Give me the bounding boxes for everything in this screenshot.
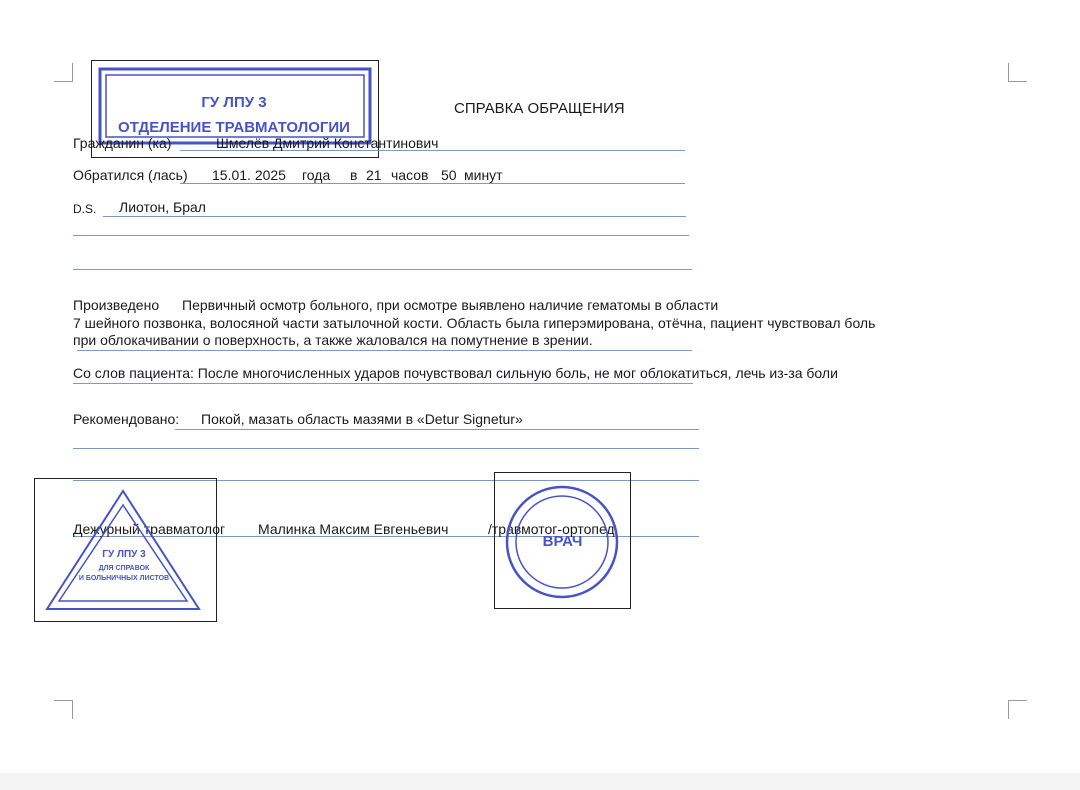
- patient-words: Со слов пациента: После многочисленных ударов почувствовал сильную боль, не мог облокатиться, лечь из-за боли: [73, 365, 838, 381]
- recommended-value: Покой, мазать область мазями в «Detur Signetur»: [201, 411, 523, 427]
- page-corner-bottom-left: [54, 700, 73, 719]
- recommended-label: Рекомендовано:: [73, 411, 180, 427]
- citizen-name: Шмелёв Дмитрий Константинович: [216, 135, 439, 151]
- document-title: СПРАВКА ОБРАЩЕНИЯ: [454, 100, 625, 117]
- ds-label: D.S.: [73, 202, 97, 216]
- visit-label: Обратился (лась): [73, 167, 188, 183]
- rect-stamp-line2: ОТДЕЛЕНИЕ ТРАВМАТОЛОГИИ: [118, 119, 350, 136]
- visit-hour: 21: [366, 167, 382, 183]
- viewer-bottom-strip: [0, 773, 1080, 790]
- signature-label: Дежурный травматолог: [73, 521, 226, 537]
- page-corner-top-left: [54, 63, 73, 82]
- page-corner-bottom-right: [1008, 700, 1027, 719]
- triangle-stamp-line3: И БОЛЬНИЧНЫХ ЛИСТОВ: [78, 575, 170, 582]
- performed-line2: 7 шейного позвонка, волосяной части затылочной кости. Область была гиперэмирована, отёчна, пациент чувствовал боль: [73, 315, 876, 331]
- signature-name: Малинка Максим Евгеньевич: [258, 521, 449, 537]
- ds-underline: [103, 216, 686, 217]
- page-corner-top-right: [1008, 63, 1027, 82]
- performed-line3: при облокачивании о поверхность, а также жаловался на помутнение в зрении.: [73, 332, 593, 348]
- signature-position: /травмотог-ортопед: [488, 521, 615, 537]
- blank-line-2: [73, 269, 692, 270]
- performed-underline: [77, 350, 692, 351]
- citizen-label: Гражданин (ка): [73, 135, 172, 151]
- rect-stamp-line1: ГУ ЛПУ 3: [201, 94, 267, 111]
- performed-label: Произведено: [73, 297, 160, 313]
- blank-line-3: [73, 448, 699, 449]
- blank-line-1: [73, 235, 689, 236]
- visit-date: 15.01. 2025: [212, 167, 286, 183]
- triangle-stamp-line2: ДЛЯ СПРАВОК: [98, 565, 150, 572]
- visit-year-word: года: [302, 167, 331, 183]
- triangle-stamp-line1: ГУ ЛПУ 3: [102, 549, 146, 560]
- patient-words-underline: [73, 383, 693, 384]
- performed-line1: Первичный осмотр больного, при осмотре выявлено наличие гематомы в области: [182, 297, 719, 313]
- visit-minutes-word: минут: [464, 167, 503, 183]
- visit-minute: 50: [441, 167, 457, 183]
- visit-hours-word: часов: [391, 167, 429, 183]
- visit-at-word: в: [350, 167, 358, 183]
- round-stamp-text: ВРАЧ: [542, 533, 583, 550]
- ds-value: Лиотон, Брал: [119, 199, 206, 215]
- recommended-underline: [175, 429, 699, 430]
